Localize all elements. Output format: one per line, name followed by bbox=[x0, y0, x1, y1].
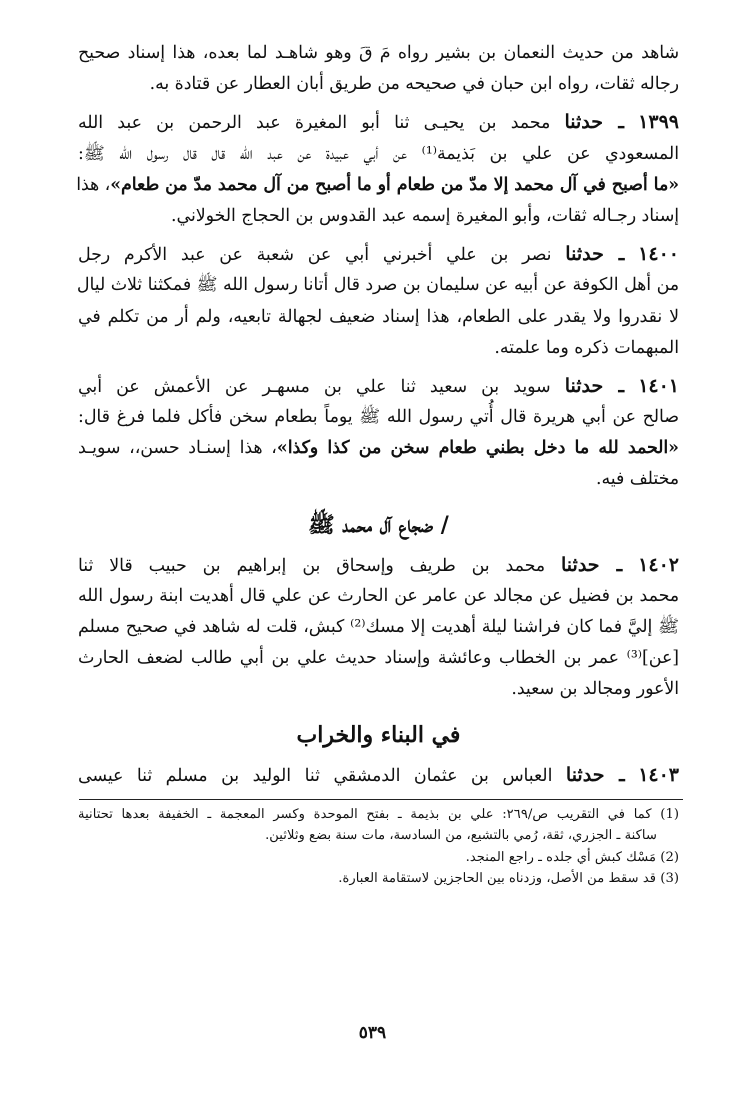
text-line: شاهد من حديث النعمان بن بشير رواه مَ قَ وهو شاهـد لما بعده، هذا إسناد صحيح bbox=[78, 43, 679, 63]
hadith-text: «ما أصبح في آل محمد إلا مدّ من طعام أو ما أصبح من آل محمد مدّ من طعام» bbox=[110, 174, 679, 195]
text-segment: محمد بن يحيـى ثنا أبو المغيرة عبد الرحمن بن عبد الله bbox=[78, 113, 551, 134]
footnote-2: (2) مَسْك كبش أي جلده ـ راجع المنجد. bbox=[465, 849, 679, 865]
hadith-1400 bbox=[78, 239, 679, 364]
hadith-number: ١٤٠٢ bbox=[638, 553, 679, 576]
section-heading: في البناء والخراب bbox=[296, 721, 461, 748]
text-line: المبهمات ذكره وما علمته. bbox=[494, 337, 679, 358]
hadith-number: ١٣٩٩ bbox=[638, 111, 679, 134]
hadith-keyword: ـ حدثنا bbox=[564, 374, 625, 397]
hadith-number: ١٤٠١ bbox=[638, 374, 680, 397]
footnote-1: (1) كما في التقريب ص/٢٦٩: علي بن بذيمة ـ بفتح الموحدة وكسر المعجمة ـ الخفيفة بعدها تحتانية bbox=[78, 806, 679, 822]
text-segment: ، هذا إسنـاد حسن،، سويـد bbox=[78, 438, 277, 459]
text-line bbox=[78, 107, 679, 138]
hadith-text: «الحمد لله ما دخل بطني طعام سخن من كذا وكذا» bbox=[276, 438, 679, 459]
text-line bbox=[78, 170, 679, 201]
footnote-divider bbox=[79, 799, 683, 800]
footnote-1-continued: ساكنة ـ الجزري، ثقة، رُمي بالتشيع، من السادسة، مات سنة بضع وثلاثين. bbox=[265, 828, 657, 844]
footnote-3: (3) قد سقط من الأصل، وزدناه بين الحاجزين لاستقامة العبارة. bbox=[338, 871, 679, 887]
text-line: صالح عن أبي هريرة قال أُتي رسول الله ﷺ يوماً بطعام سخن فأكل فلما فرغ قال: bbox=[78, 407, 679, 428]
text-line: من أهل الكوفة عن أبيه عن سليمان بن صرد قال أتانا رسول الله ﷺ فمكثنا ثلاث ليال bbox=[76, 275, 679, 296]
text-segment: العباس بن عثمان الدمشقي ثنا الوليد بن مسلم ثنا عيسى bbox=[78, 765, 553, 786]
hadith-keyword: ـ حدثنا bbox=[561, 553, 623, 576]
text-line: محمد بن فضيل عن مجالد عن عامر عن الحارث عن علي قال أهديت ابنة رسول الله bbox=[78, 585, 679, 606]
footnotes bbox=[78, 804, 679, 890]
text-line bbox=[78, 760, 679, 791]
page-number: ٥٣٩ bbox=[358, 1023, 387, 1043]
text-line: الأعور ومجالد بن سعيد. bbox=[511, 679, 679, 700]
text-line bbox=[78, 239, 679, 270]
text-line bbox=[78, 550, 679, 581]
text-segment: سويد بن سعيد ثنا علي بن مسهـر عن الأعمش عن أبي bbox=[78, 376, 551, 397]
section-heading: / ضجاع آل محمد ﷺ bbox=[308, 511, 449, 538]
hadith-number: ١٤٠٠ bbox=[638, 243, 679, 266]
text-line: مختلف فيه. bbox=[596, 469, 679, 490]
hadith-1402 bbox=[78, 550, 679, 706]
hadith-keyword: ـ حدثنا bbox=[565, 243, 625, 266]
text-segment: ، هذا bbox=[76, 174, 111, 195]
hadith-1399 bbox=[78, 107, 679, 232]
hadith-1403 bbox=[78, 760, 679, 791]
hadith-keyword: ـ حدثنا bbox=[564, 111, 624, 134]
hadith-keyword: ـ حدثنا bbox=[565, 763, 625, 786]
text-segment: محمد بن طريف وإسحاق بن إبراهيم بن حبيب قالا ثنا bbox=[78, 555, 546, 576]
text-line: لا نقدروا ولا يقدر على الطعام، هذا إسناد ضعيف لجهالة تابعيه، ولم أر من تكلم في bbox=[78, 306, 679, 327]
text-line: [عن]⁽³⁾ عمر بن الخطاب وعائشة وإسناد حديث علي بن أبي طالب لضعف الحارث bbox=[78, 648, 679, 669]
hadith-1401 bbox=[78, 371, 679, 496]
hadith-number: ١٤٠٣ bbox=[638, 763, 680, 786]
text-line: إسناد رجـاله ثقات، وأبو المغيرة إسمه عبد القدوس بن الحجاج الخولاني. bbox=[171, 205, 679, 226]
text-line bbox=[78, 371, 679, 402]
text-line bbox=[78, 433, 679, 464]
text-line: ﷺ إليَّ فما كان فراشنا ليلة أهديت إلا مسك⁽²⁾ كبش، قلت له شاهد في صحيح مسلم bbox=[78, 617, 679, 637]
text-line: المسعودي عن علي بن بَذيمة⁽¹⁾ عن أبي عبيدة عن عبد الله قال قال رسول الله ﷺ: bbox=[78, 143, 679, 164]
paragraph-intro bbox=[78, 38, 679, 100]
text-line: رجاله ثقات، رواه ابن حبان في صحيحه من طريق أبان العطار عن قتادة به. bbox=[149, 74, 679, 95]
text-segment: نصر بن علي أخبرني أبي عن شعبة عن عبد الأكرم رجل bbox=[78, 245, 552, 266]
